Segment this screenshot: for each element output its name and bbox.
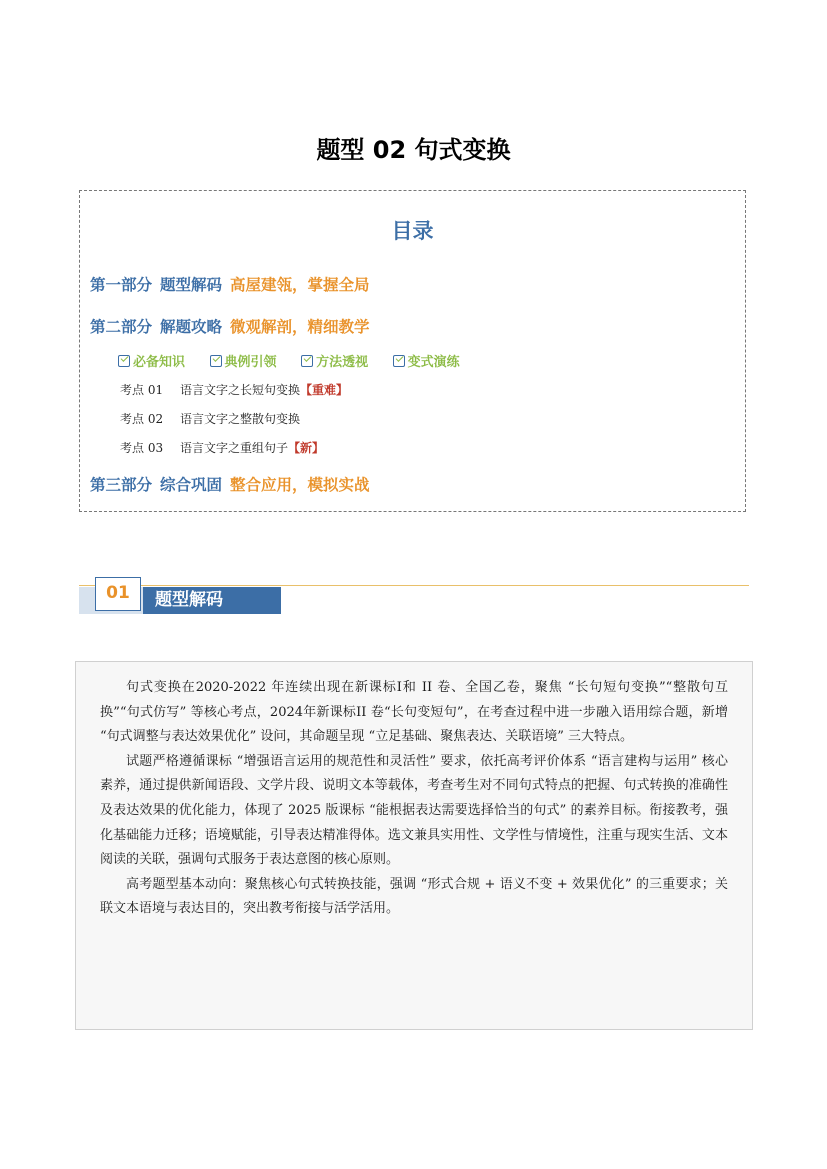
toc-part-3 (90, 473, 370, 495)
paragraph: 试题严格遵循课标 “增强语言运用的规范性和灵活性” 要求，依托高考评价体系 “语言建构与运用” 核心素养，通过提供新闻语段、文学片段、说明文本等载体，考查考生对不同句式特点的把握、句式转换的准确性及表达效果的优化能力，体现了 2025 版课标 “能根据表达需要选择恰当的句式” 的素养目标。衔接教考，强化基础能力迁移；语境赋能，引导表达精准得体。选文兼具实用性、文学性与情境性，注重与现实生活、文本阅读的关联，强调句式服务于表达意图的核心原则。 (100, 753, 728, 868)
paragraph: 高考题型基本动向：聚焦核心句式转换技能，强调 “形式合规 + 语义不变 + 效果优化” 的三重要求；关联文本语境与表达目的，突出教考衔接与活学活用。 (100, 876, 728, 917)
toc-tag: 必备知识 (118, 351, 185, 370)
checklist-icon (301, 355, 313, 367)
toc-tag: 典例引领 (210, 351, 277, 370)
intro-text-box (75, 661, 753, 1030)
toc-part-1 (90, 273, 370, 295)
toc-part-1-slogan: 高屋建瓴，掌握全局 (230, 276, 370, 294)
section-title: 题型解码 (143, 587, 281, 614)
section-header (79, 575, 749, 615)
toc-tag: 变式演练 (393, 351, 460, 370)
toc-part-2-slogan: 微观解剖，精细教学 (230, 318, 370, 336)
toc-part-3-slogan: 整合应用，模拟实战 (230, 476, 370, 494)
toc-kaodian-item: 考点 01 语言文字之长短句变换【重难】 (120, 383, 349, 397)
toc-kaodian-item: 考点 03 语言文字之重组句子【新】 (120, 441, 325, 455)
toc-heading: 目录 (391, 219, 434, 243)
toc-part-2 (90, 315, 370, 337)
page-title: 题型 02 句式变换 (316, 136, 511, 164)
checklist-icon (393, 355, 405, 367)
toc-tag: 方法透视 (301, 351, 368, 370)
toc-kaodian-item: 考点 02 语言文字之整散句变换 (120, 412, 301, 426)
toc-part-3-label: 第三部分 (90, 476, 153, 494)
section-number: 01 (95, 577, 141, 611)
checklist-icon (210, 355, 222, 367)
table-of-contents (79, 190, 746, 512)
toc-part-1-label: 第一部分 (90, 276, 153, 294)
toc-part-2-name: 解题攻略 (160, 318, 223, 336)
toc-tags (118, 351, 480, 371)
checklist-icon (118, 355, 130, 367)
toc-part-1-name: 题型解码 (160, 276, 223, 294)
paragraph: 句式变换在2020-2022 年连续出现在新课标Ⅰ和 II 卷、全国乙卷，聚焦 “长句短句变换”“整散句互换”“句式仿写” 等核心考点，2024年新课标II 卷“长句变短句”，在考查过程中进一步融入语用综合题，新增 “句式调整与表达效果优化” 设问，其命题呈现 “立足基础、聚焦表达、关联语境” 三大特点。 (100, 680, 728, 745)
toc-part-3-name: 综合巩固 (160, 476, 223, 494)
toc-part-2-label: 第二部分 (90, 318, 153, 336)
section-divider (79, 585, 749, 586)
